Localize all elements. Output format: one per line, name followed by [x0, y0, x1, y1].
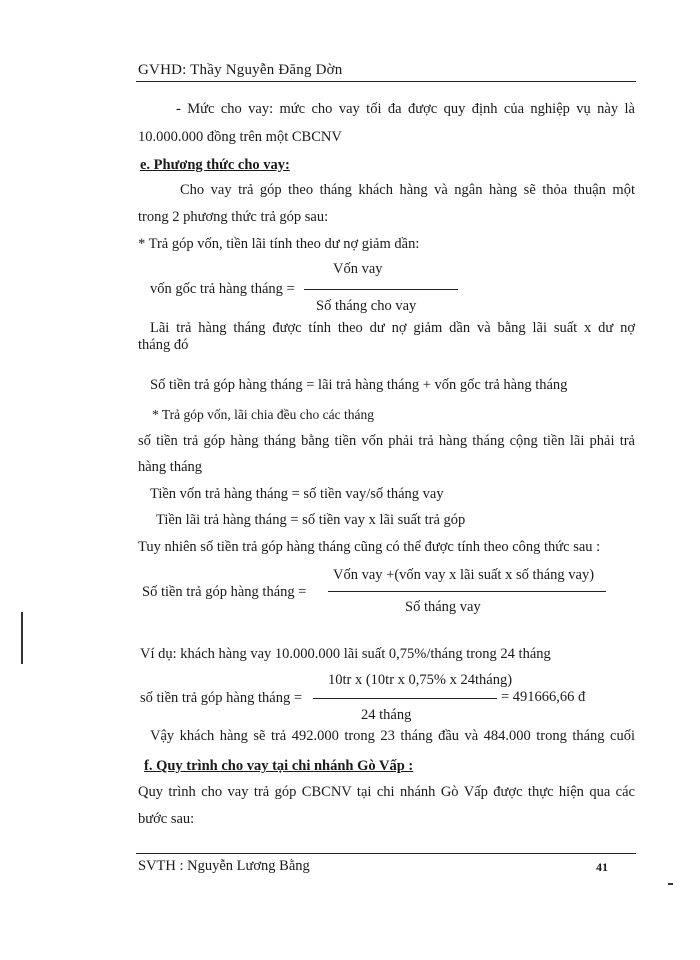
loan-limit-line-2: 10.000.000 đồng trên một CBCNV	[138, 129, 342, 145]
section-f-line-2: bước sau:	[138, 811, 195, 827]
formula-2-numerator: Vốn vay +(vốn vay x lãi suất x số tháng vay)	[333, 567, 595, 583]
however-line: Tuy nhiên số tiền trả góp hàng tháng cũng có thể được tính theo công thức sau :	[138, 539, 601, 555]
intro-line-1: Cho vay trả góp theo tháng khách hàng và ngân hàng sẽ thỏa thuận một	[180, 182, 635, 198]
page-header: GVHD: Thầy Nguyễn Đăng Dờn	[138, 62, 343, 78]
footer-author: SVTH : Nguyễn Lương Bằng	[138, 858, 310, 874]
loan-limit-line-1: - Mức cho vay: mức cho vay tối đa được quy định của nghiệp vụ này là	[176, 101, 635, 117]
scan-mark-left	[21, 612, 23, 664]
formula-3-label: số tiền trả góp hàng tháng =	[140, 690, 303, 706]
formula-2-denominator: Số tháng vay	[405, 599, 481, 615]
formula-1-label: vốn gốc trả hàng tháng =	[150, 281, 295, 297]
formula-3-result: = 491666,66 đ	[501, 689, 586, 705]
section-e-heading: e. Phương thức cho vay:	[140, 157, 290, 173]
formula-1-fraction-line	[304, 289, 458, 290]
conclusion-line: Vậy khách hàng sẽ trả 492.000 trong 23 tháng đầu và 484.000 trong tháng cuối	[150, 728, 635, 744]
interest-line-1: Lãi trả hàng tháng được tính theo dư nợ giảm dần và bằng lãi suất x dư nợ	[150, 320, 635, 336]
formula-2-label: Số tiền trả góp hàng tháng =	[142, 584, 307, 600]
formula-3-fraction-line	[313, 698, 497, 699]
section-f-line-1: Quy trình cho vay trả góp CBCNV tại chi nhánh Gò Vấp được thực hiện qua các	[138, 784, 635, 800]
formula-3-denominator: 24 tháng	[361, 707, 412, 723]
method-1-title: * Trả góp vốn, tiền lãi tính theo dư nợ giảm dần:	[138, 236, 420, 252]
formula-1-denominator: Số tháng cho vay	[316, 298, 417, 314]
scan-mark-right	[668, 883, 673, 885]
example-line: Ví dụ: khách hàng vay 10.000.000 lãi suất 0,75%/tháng trong 24 tháng	[140, 646, 551, 662]
header-rule	[136, 81, 636, 82]
section-f-heading: f. Quy trình cho vay tại chi nhánh Gò Vấp :	[144, 758, 414, 774]
formula-3-numerator: 10tr x (10tr x 0,75% x 24tháng)	[328, 672, 513, 688]
intro-line-2: trong 2 phương thức trả góp sau:	[138, 209, 329, 225]
principal-formula: Tiền vốn trả hàng tháng = số tiền vay/số tháng vay	[150, 486, 444, 502]
page-number: 41	[596, 860, 608, 874]
formula-2-fraction-line	[328, 591, 606, 592]
installment-formula: Số tiền trả góp hàng tháng = lãi trả hàng tháng + vốn gốc trả hàng tháng	[150, 377, 568, 393]
formula-1-numerator: Vốn vay	[333, 261, 383, 277]
method-2-title: * Trả góp vốn, lãi chia đều cho các tháng	[152, 407, 374, 422]
method-2-line-1: số tiền trả góp hàng tháng bằng tiền vốn phải trả hàng tháng cộng tiền lãi phải trả	[138, 433, 635, 449]
interest-formula: Tiền lãi trả hàng tháng = số tiền vay x lãi suất trả góp	[156, 512, 466, 528]
interest-line-2: tháng đó	[138, 337, 189, 353]
footer-rule	[136, 853, 636, 854]
method-2-line-2: hàng tháng	[138, 459, 203, 475]
